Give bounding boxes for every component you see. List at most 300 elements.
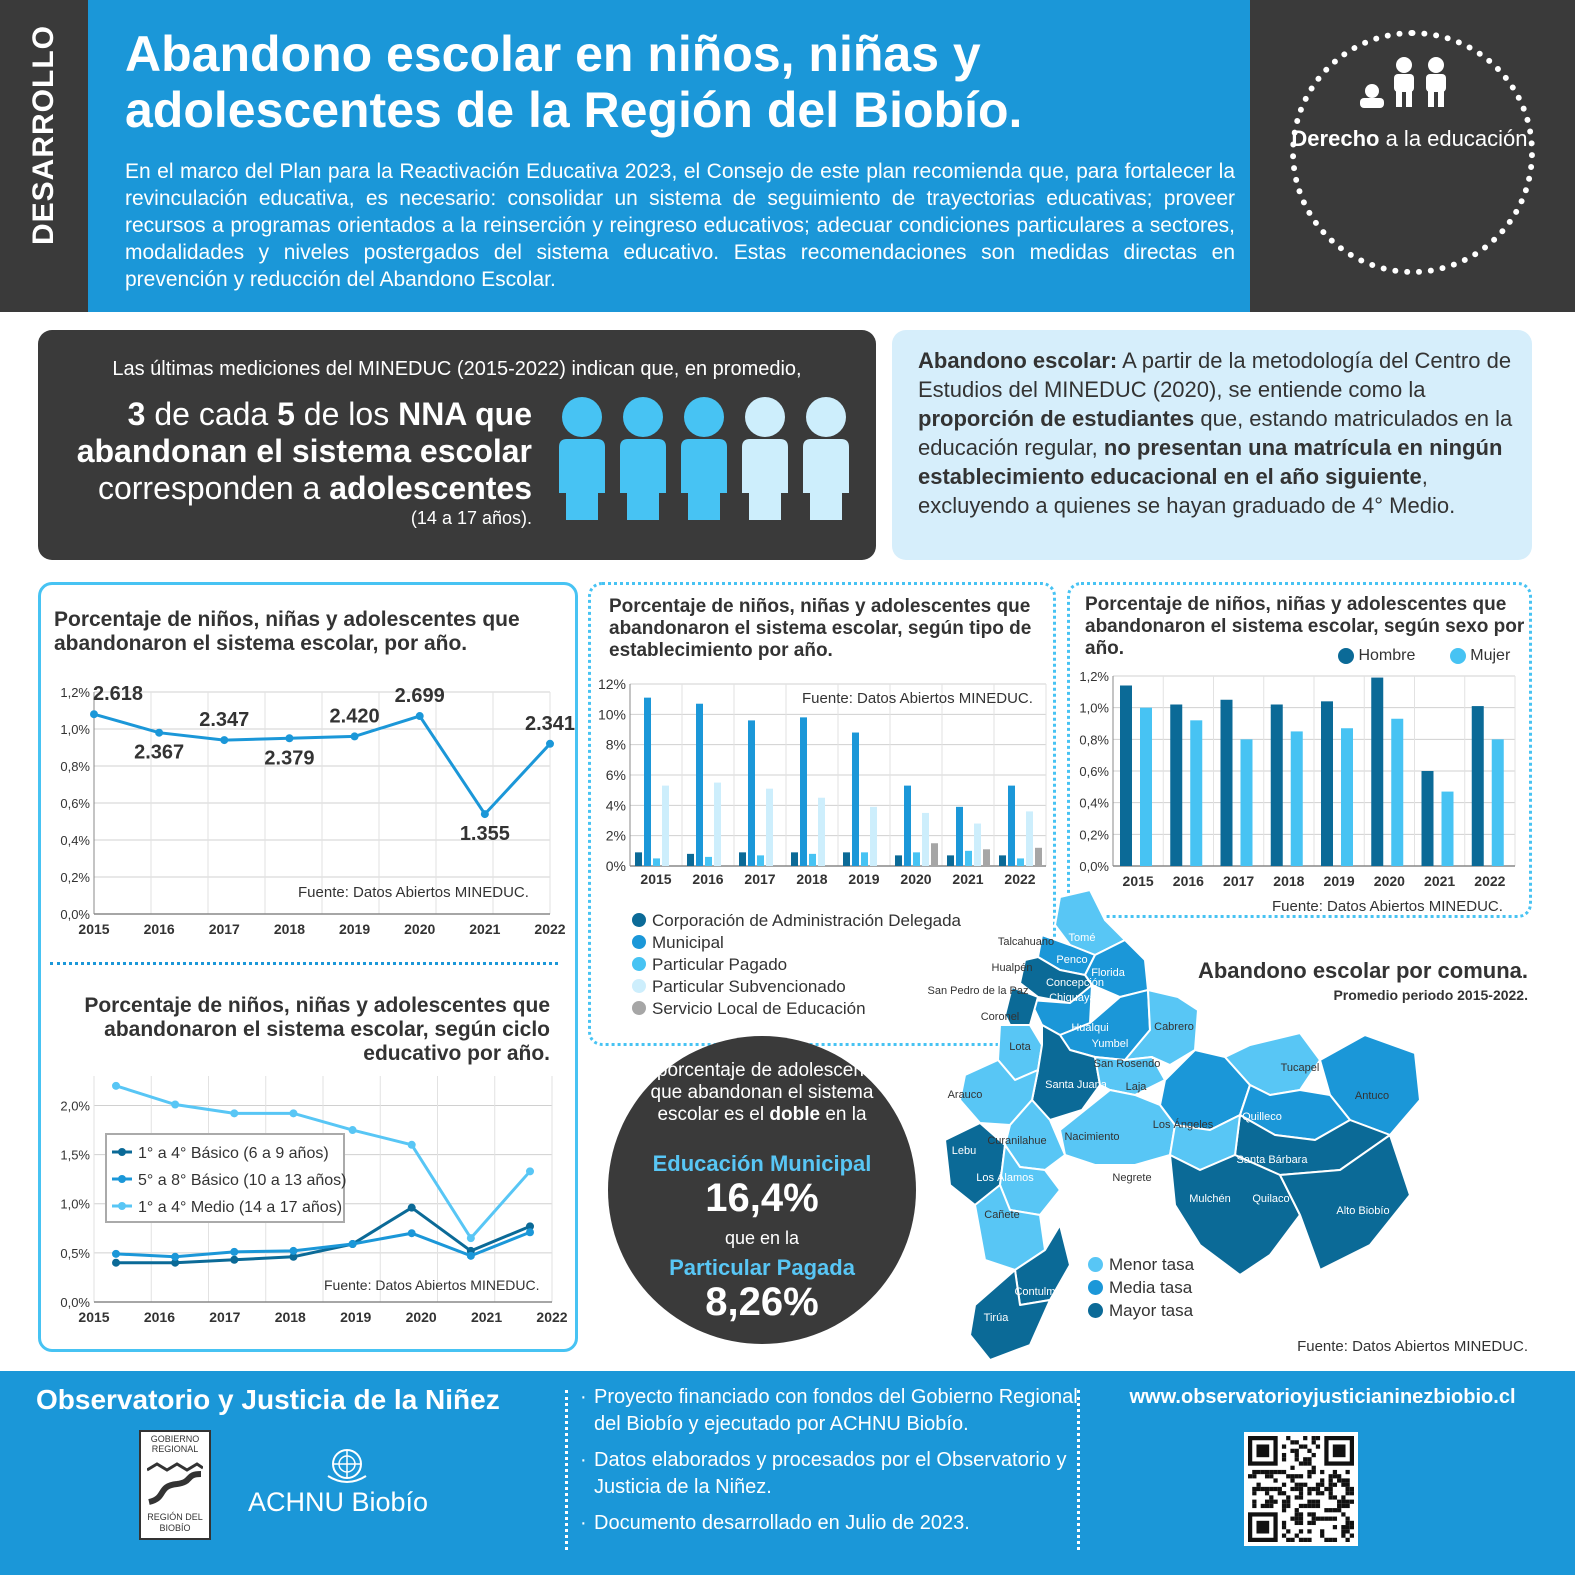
bar [635,852,642,866]
chart3-legend [1338,647,1510,665]
qr-module [1290,1478,1294,1482]
qr-module [1286,1500,1290,1504]
x-tick-label: 2018 [273,921,306,937]
data-point [408,1204,416,1212]
person-icon-head [745,397,785,437]
person-icon-body [803,439,849,520]
bar [1271,705,1283,867]
map-comuna-label: Quilaco [1252,1193,1290,1205]
y-tick-label: 0,0% [60,1295,90,1310]
qr-module [1341,1512,1345,1516]
data-point [408,1141,416,1149]
bar [714,783,721,866]
qr-code-icon[interactable] [1244,1432,1358,1546]
stat-num-b: 5 [277,396,295,432]
data-point [467,1234,475,1242]
bar [1341,728,1353,866]
person-icon-head [806,397,846,437]
map-comuna-label: Santa Juana [1045,1079,1107,1091]
data-point [289,1247,297,1255]
qr-module [1286,1538,1290,1542]
map-legend-item [1088,1255,1194,1275]
qr-module [1299,1444,1303,1448]
river-logo-icon [147,1462,203,1508]
qr-module [1286,1474,1290,1478]
qr-module [1324,1487,1328,1491]
legend-mujer-label: Mujer [1470,647,1511,664]
qr-module [1252,1491,1256,1495]
qr-module [1350,1487,1354,1491]
person-icon-body [681,439,727,520]
map-comuna-label: Los Álamos [976,1172,1034,1184]
qr-module [1312,1504,1316,1508]
qr-module [1312,1500,1316,1504]
y-tick-label: 0,5% [60,1245,90,1261]
bar [791,852,798,866]
footer-org: Observatorio y Justicia de la Niñez [36,1384,500,1415]
chart4-legend [106,1134,346,1222]
qr-module [1256,1470,1260,1474]
bar [956,807,963,866]
legend-label: Corporación de Administración Delegada [652,911,962,930]
qr-module [1273,1470,1277,1474]
data-label: 2.367 [134,741,185,764]
y-tick-label: 0,0% [60,907,90,922]
data-point [230,1256,238,1264]
map-comuna-label: Cañete [984,1209,1020,1221]
y-tick-label: 1,2% [1079,669,1109,684]
map-comuna-label: Penco [1056,954,1088,966]
qr-module [1307,1449,1311,1453]
qr-module [1341,1483,1345,1487]
qr-module [1282,1521,1286,1525]
qr-module [1295,1474,1299,1478]
qr-module [1329,1495,1333,1499]
circle-stat-h1: Educación Municipal [652,1151,872,1176]
map-legend-item [1088,1301,1194,1321]
x-tick-label: 2021 [469,921,501,937]
bar [1221,700,1233,866]
chart4-line-chart [40,1066,576,1334]
qr-module [1295,1517,1299,1521]
bar [1492,739,1504,866]
data-label: 2.618 [92,683,144,706]
qr-module [1333,1517,1337,1521]
y-tick-label: 12% [597,676,626,692]
qr-module [1295,1449,1299,1453]
y-tick-label: 0,6% [60,796,90,811]
qr-module [1269,1474,1273,1478]
qr-module [1307,1538,1311,1542]
qr-module [1350,1534,1354,1538]
map-title: Abandono escolar por comuna. [1197,958,1528,983]
bar [1140,708,1152,866]
person-icon-body [620,439,666,520]
qr-module [1329,1517,1333,1521]
data-label: 2.379 [264,747,315,770]
circle-stat-text [625,1060,899,1126]
person-icon-head [623,397,663,437]
bar [861,852,868,866]
map-comuna-label: Lota [1009,1041,1031,1053]
legend-hombre-swatch [1338,648,1354,664]
bar [1008,786,1015,866]
chart4-source: Fuente: Datos Abiertos MINEDUC. [324,1277,540,1293]
x-tick-label: 2017 [744,871,776,887]
bar [818,798,825,866]
qr-module [1269,1500,1273,1504]
y-tick-label: 6% [605,767,626,783]
qr-module [1252,1487,1256,1491]
bar [766,789,773,866]
legend-swatch [632,935,646,949]
bar [1170,705,1182,867]
x-tick-label: 2016 [692,871,724,887]
map-comuna-label: San Pedro de la Paz [927,985,1029,997]
person-icon-head [684,397,724,437]
qr-module [1316,1444,1320,1448]
qr-module [1261,1470,1265,1474]
y-tick-label: 0% [605,858,626,874]
data-point [349,1240,357,1248]
map-comuna-label: Negrete [1112,1172,1152,1184]
data-point [351,732,359,740]
bar [922,813,929,866]
qr-module [1320,1529,1324,1533]
stat-b1: NNA que abandonan el sistema escolar [76,396,532,469]
qr-module [1269,1495,1273,1499]
y-tick-label: 0,2% [1079,827,1109,843]
footer-item: · Datos elaborados y procesados por el Observatorio y Justicia de la Niñez. [580,1447,1080,1501]
qr-module [1346,1504,1350,1508]
qr-module [1282,1525,1286,1529]
qr-module [1290,1440,1294,1444]
qr-module [1303,1504,1307,1508]
data-point [171,1100,179,1108]
qr-module [1312,1470,1316,1474]
data-point [112,1082,120,1090]
stat-t2: de los [294,396,399,432]
website-link[interactable]: www.observatorioyjusticianinezbiobio.cl [1129,1386,1516,1408]
y-tick-label: 0,6% [1079,764,1109,779]
data-point [285,734,293,742]
qr-module [1299,1517,1303,1521]
qr-module [1248,1474,1252,1478]
qr-module [1350,1491,1354,1495]
bar [947,855,954,866]
qr-module [1282,1491,1286,1495]
bar [1026,811,1033,866]
qr-module [1341,1500,1345,1504]
data-label: 2.420 [329,705,380,728]
stat-b2: adolescentes [329,470,532,506]
qr-module [1329,1491,1333,1495]
data-point [90,710,98,718]
map-comuna-label: Tirúa [983,1312,1009,1324]
bar [739,852,746,866]
bar [1442,792,1454,866]
map-legend-swatch [1088,1257,1103,1272]
legend-marker [118,1202,126,1210]
panel-divider [50,962,558,965]
map-comuna-label: Lebu [951,1145,977,1157]
definition-t1: A partir de la metodología del Centro de Estudios del MINEDUC (2020), se entiende como la [918,348,1512,402]
un-emblem-icon [322,1446,372,1486]
qr-module [1312,1440,1316,1444]
qr-module [1307,1470,1311,1474]
bar [644,698,651,866]
qr-module [1295,1483,1299,1487]
y-tick-label: 4% [605,797,626,814]
x-tick-label: 2019 [1323,873,1355,889]
data-point [289,1109,297,1117]
qr-module [1286,1436,1290,1440]
qr-module [1278,1491,1282,1495]
legend-label: 1° a 4° Básico (6 a 9 años) [138,1145,329,1162]
map-comuna-label: Tucapel [1280,1062,1320,1074]
data-label: 2.347 [199,709,250,732]
qr-module [1346,1517,1350,1521]
qr-module [1303,1457,1307,1461]
qr-module [1341,1525,1345,1529]
bar [809,854,816,866]
map-comuna-label: San Rosendo [1093,1058,1161,1070]
map-legend-item [1088,1278,1194,1298]
bar [687,854,694,866]
qr-module [1329,1474,1333,1478]
qr-module [1337,1508,1341,1512]
qr-module [1307,1457,1311,1461]
map-comuna-label: Yumbel [1091,1038,1129,1050]
qr-module [1324,1538,1328,1542]
map-subtitle: Promedio periodo 2015-2022. [1333,987,1528,1003]
footer-item: · Proyecto financiado con fondos del Gobierno Regional del Biobío y ejecutado por ACHNU Biobío. [580,1384,1080,1438]
data-point [230,1109,238,1117]
stat-t3: corresponden a [97,470,330,506]
chart3-source: Fuente: Datos Abiertos MINEDUC. [1272,898,1503,915]
qr-finder-core [1256,1521,1269,1534]
qr-module [1303,1444,1307,1448]
qr-module [1252,1470,1256,1474]
chart4-title: Porcentaje de niños, niñas y adolescentes que abandonaron el sistema escolar, según ciclo educativo por año. [84,994,550,1065]
qr-module [1320,1534,1324,1538]
qr-module [1295,1508,1299,1512]
map-comuna-label: Cabrero [1154,1021,1194,1033]
data-point [230,1248,238,1256]
map-comuna-label: Concepción [1045,977,1105,989]
qr-module [1265,1500,1269,1504]
y-tick-label: 0,4% [60,833,90,848]
qr-module [1307,1512,1311,1516]
data-label: 1.355 [459,823,510,846]
x-tick-label: 2022 [1004,871,1036,887]
qr-module [1333,1474,1337,1478]
qr-module [1261,1504,1265,1508]
x-tick-label: 2020 [405,1309,437,1325]
map-comuna-label: Arauco [947,1089,983,1101]
qr-module [1346,1521,1350,1525]
qr-module [1290,1487,1294,1491]
qr-module [1337,1478,1341,1482]
data-point [526,1167,534,1175]
qr-module [1320,1470,1324,1474]
y-tick-label: 1,0% [1079,700,1109,716]
y-tick-label: 1,2% [60,685,90,700]
qr-module [1299,1495,1303,1499]
legend-marker [118,1175,126,1183]
gobierno-logo-bottom: REGIÓN DEL BIOBÍO [147,1512,203,1533]
qr-module [1290,1449,1294,1453]
data-point [416,712,424,720]
badge-text-rest: a la educación. [1379,126,1534,151]
chart3-bar-chart [1069,664,1529,896]
qr-module [1346,1470,1350,1474]
legend-label: 5° a 8° Básico (10 a 13 años) [138,1172,347,1189]
bar [904,786,911,866]
map-legend-label: Menor tasa [1109,1255,1195,1274]
definition-label: Abandono escolar: [918,348,1118,373]
qr-module [1346,1525,1350,1529]
bar [1241,739,1253,866]
qr-module [1278,1470,1282,1474]
bar [895,855,902,866]
gobierno-logo-top: GOBIERNO REGIONAL [150,1434,200,1454]
x-tick-label: 2020 [404,921,436,937]
qr-module [1299,1521,1303,1525]
data-point [155,729,163,737]
bar [913,852,920,866]
qr-module [1333,1538,1337,1542]
qr-module [1312,1512,1316,1516]
qr-module [1316,1500,1320,1504]
x-tick-label: 2019 [338,921,371,937]
qr-module [1295,1495,1299,1499]
legend-label: Particular Pagado [652,955,788,974]
qr-module [1282,1453,1286,1457]
bar [1120,686,1132,867]
bar [983,849,990,866]
qr-module [1303,1483,1307,1487]
bar [748,720,755,866]
bar [696,704,703,866]
person-icon-body [559,439,605,520]
y-tick-label: 0,4% [1079,795,1109,811]
page-title: Abandono escolar en niños, niñas y adolescentes de la Región del Biobío. [125,26,1023,138]
qr-module [1333,1495,1337,1499]
bar [800,717,807,866]
legend-label: Municipal [652,933,724,952]
qr-module [1265,1504,1269,1508]
circle-stat-bold: doble [769,1104,821,1125]
footer-list [580,1384,1080,1546]
qr-module [1312,1517,1316,1521]
footer-separator [565,1390,568,1550]
qr-module [1312,1436,1316,1440]
qr-module [1329,1508,1333,1512]
x-tick-label: 2020 [900,871,932,887]
map-comuna-label: Coronel [980,1011,1020,1023]
x-tick-label: 2022 [536,1309,568,1325]
x-tick-label: 2019 [848,871,880,887]
circle-stat-v1: 16,4% [705,1176,819,1220]
y-tick-label: 8% [605,736,626,753]
x-tick-label: 2015 [640,871,672,887]
qr-module [1282,1504,1286,1508]
x-tick-label: 2017 [209,1309,241,1325]
qr-module [1273,1478,1277,1482]
qr-module [1299,1529,1303,1533]
qr-module [1320,1483,1324,1487]
chart1-line-chart [40,676,576,946]
map-legend-label: Mayor tasa [1109,1301,1194,1320]
y-tick-label: 1,5% [60,1147,90,1163]
qr-module [1303,1538,1307,1542]
bar [1017,858,1024,866]
bar [931,843,938,866]
x-tick-label: 2016 [1172,873,1204,889]
qr-module [1320,1478,1324,1482]
chart2-title: Porcentaje de niños, niñas y adolescentes que abandonaron el sistema escolar, según tipo de establecimiento por año. [609,596,1032,661]
legend-label: Servicio Local de Educación [652,999,866,1018]
x-tick-label: 2018 [1273,873,1305,889]
x-tick-label: 2019 [340,1309,372,1325]
y-tick-label: 0,8% [1079,732,1109,748]
qr-module [1341,1504,1345,1508]
qr-module [1282,1500,1286,1504]
data-point [349,1126,357,1134]
qr-module [1320,1491,1324,1495]
qr-module [1278,1487,1282,1491]
legend-label: 1° a 4° Medio (14 a 17 años) [138,1199,343,1216]
qr-module [1299,1512,1303,1516]
qr-module [1312,1466,1316,1470]
x-tick-label: 2016 [143,921,175,937]
qr-module [1329,1483,1333,1487]
qr-module [1282,1508,1286,1512]
qr-module [1295,1457,1299,1461]
qr-module [1329,1478,1333,1482]
y-tick-label: 1,0% [60,722,90,737]
person-icon-head [562,397,602,437]
qr-module [1337,1500,1341,1504]
data-point [408,1229,416,1237]
chart1-source: Fuente: Datos Abiertos MINEDUC. [298,884,529,901]
qr-module [1290,1466,1294,1470]
qr-module [1286,1529,1290,1533]
bar [1422,771,1434,866]
qr-module [1346,1529,1350,1533]
qr-code-pattern [1248,1436,1354,1542]
qr-module [1256,1487,1260,1491]
children-icon [1352,55,1472,115]
x-tick-label: 2015 [78,921,110,937]
y-tick-label: 10% [597,706,626,723]
map-comuna-label: Tomé [1068,932,1096,944]
qr-module [1282,1444,1286,1448]
qr-module [1316,1483,1320,1487]
map-comuna-label: Chiguayante [1049,992,1111,1004]
bar [965,851,972,866]
circle-stat-v2: 8,26% [705,1280,819,1324]
qr-module [1299,1461,1303,1465]
header-side-band [0,0,88,312]
definition-t2: que, estando matriculados en la educación regular, [918,406,1513,460]
data-point [526,1228,534,1236]
qr-module [1252,1474,1256,1478]
y-tick-label: 0,2% [60,870,90,885]
y-tick-label: 2,0% [60,1098,90,1114]
qr-module [1329,1487,1333,1491]
